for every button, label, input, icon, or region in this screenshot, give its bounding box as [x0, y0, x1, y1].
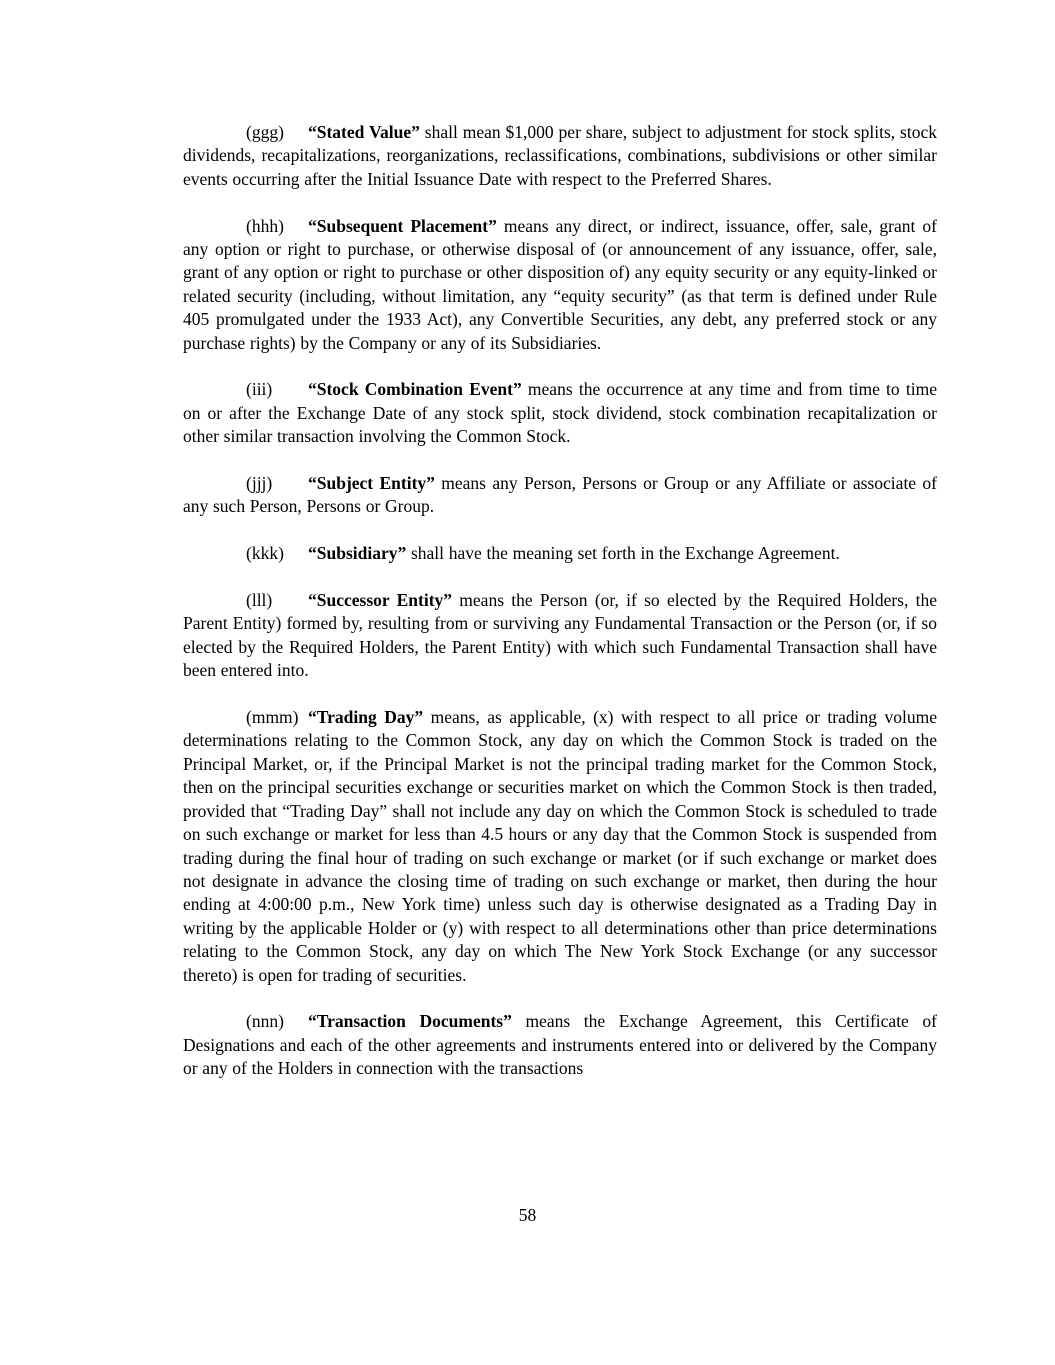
- definition-paragraph-mmm: [183, 706, 937, 987]
- definition-body: means the Person (or, if so elected by the Required Holders, the Parent Entity) formed by, resulting from or surviving any Fundamental Transaction or the Person (or, if so elected by the Required Holders, the Parent Entity) with which such Fundamental Transaction shall have been entered into.: [183, 590, 937, 681]
- page-number: 58: [518, 1205, 537, 1225]
- definition-body: means any Person, Persons or Group or any Affiliate or associate of any such Person, Persons or Group.: [183, 473, 937, 517]
- definition-paragraph-lll: [183, 589, 937, 683]
- definition-body: shall have the meaning set forth in the Exchange Agreement.: [406, 543, 840, 564]
- defined-term: “Subject Entity”: [308, 473, 435, 494]
- definition-label: (hhh): [246, 215, 284, 236]
- definition-paragraph-iii: [183, 378, 937, 448]
- defined-term: “Successor Entity”: [308, 590, 453, 611]
- definition-body: means any direct, or indirect, issuance, offer, sale, grant of any option or right to purchase, or otherwise disposal of (or announcement of any issuance, offer, sale, grant of any option or right to purchase or other disposition of) any equity security or any equity-linked or related security (including, without limitation, any “equity security” (as that term is defined under Rule 405 promulgated under the 1933 Act), any Convertible Securities, any debt, any preferred stock or any purchase rights) by the Company or any of its Subsidiaries.: [183, 215, 937, 353]
- definition-paragraph-hhh: [183, 215, 937, 355]
- defined-term: “Subsidiary”: [308, 543, 407, 564]
- definition-body: means, as applicable, (x) with respect to all price or trading volume determinations relating to the Common Stock, any day on which the Common Stock is traded on the Principal Market, or, if the Principal Market is not the principal trading market for the Common Stock, then on the principal securities exchange or securities market on which the Common Stock is then traded, provided that “Trading Day” shall not include any day on which the Common Stock is scheduled to trade on such exchange or market for less than 4.5 hours or any day that the Common Stock is suspended from trading during the final hour of trading on such exchange or market (or if such exchange or market does not designate in advance the closing time of trading on such exchange or market, then during the hour ending at 4:00:00 p.m., New York time) unless such day is otherwise designated as a Trading Day in writing by the applicable Holder or (y) with respect to all determinations other than price determinations relating to the Common Stock, any day on which The New York Stock Exchange (or any successor thereto) is open for trading of securities.: [183, 707, 937, 985]
- defined-term: “Stated Value”: [308, 122, 420, 142]
- defined-term: “Transaction Documents”: [308, 1011, 512, 1032]
- definition-body: means the occurrence at any time and from time to time on or after the Exchange Date of any stock split, stock dividend, stock combination recapitalization or other similar transaction involving the Common Stock.: [183, 379, 937, 447]
- definition-label: (mmm): [246, 707, 299, 728]
- definition-paragraph-kkk: [183, 542, 937, 565]
- definition-body: shall mean $1,000 per share, subject to adjustment for stock splits, stock dividends, recapitalizations, reorganizations, reclassifications, combinations, subdivisions or other similar events occurring after the Initial Issuance Date with respect to the Preferred Shares.: [183, 122, 937, 189]
- definition-paragraph-jjj: [183, 472, 937, 519]
- defined-term: “Subsequent Placement”: [308, 215, 497, 236]
- definition-label: (iii): [246, 379, 273, 400]
- definition-label: (lll): [246, 590, 273, 611]
- definition-label: (kkk): [246, 543, 284, 564]
- definition-paragraph-nnn: [183, 1010, 937, 1080]
- defined-term: “Stock Combination Event”: [308, 379, 522, 400]
- definition-label: (ggg): [246, 122, 284, 142]
- definitions-section: [183, 121, 937, 1081]
- definition-body: means the Exchange Agreement, this Certificate of Designations and each of the other agreements and instruments entered into or delivered by the Company or any of the Holders in connection with the transactions: [183, 1011, 938, 1079]
- definition-paragraph-ggg: [183, 121, 937, 191]
- defined-term: “Trading Day”: [308, 707, 424, 728]
- definition-label: (nnn): [246, 1011, 284, 1032]
- definition-label: (jjj): [246, 473, 273, 494]
